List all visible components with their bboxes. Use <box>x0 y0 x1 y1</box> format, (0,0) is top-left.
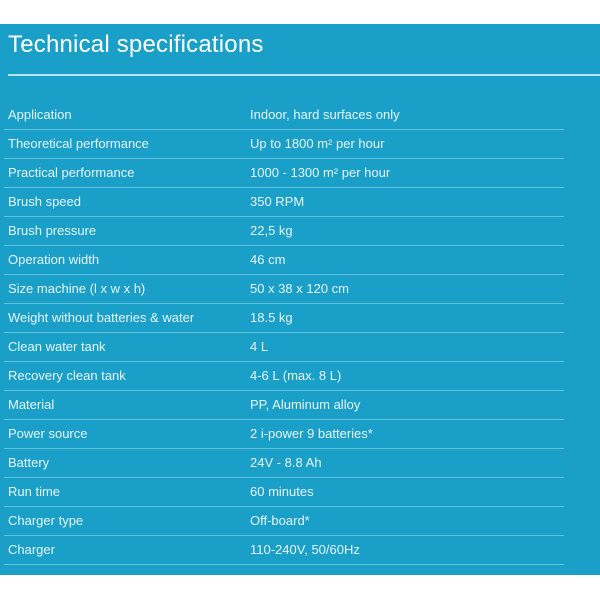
spec-value: 110-240V, 50/60Hz <box>250 542 360 557</box>
spec-row <box>4 130 564 159</box>
spec-label: Charger <box>8 542 55 557</box>
spec-row <box>4 362 564 391</box>
spec-label: Battery <box>8 455 50 470</box>
spec-value: 22,5 kg <box>250 223 293 238</box>
spec-value: 60 minutes <box>250 484 314 499</box>
spec-value: PP, Aluminum alloy <box>250 397 361 412</box>
spec-value: Off-board* <box>250 513 310 528</box>
spec-row <box>4 246 564 275</box>
technical-specifications-panel <box>0 24 600 575</box>
section-title: Technical specifications <box>8 31 264 58</box>
spec-label: Power source <box>8 426 88 441</box>
spec-row <box>4 275 564 304</box>
spec-value: 4-6 L (max. 8 L) <box>250 368 342 383</box>
spec-value: 18.5 kg <box>250 310 293 325</box>
spec-label: Run time <box>8 484 61 499</box>
spec-label: Charger type <box>8 513 84 528</box>
spec-value: 2 i-power 9 batteries* <box>250 426 373 441</box>
spec-value: Up to 1800 m² per hour <box>250 136 385 151</box>
spec-row <box>4 188 564 217</box>
spec-row <box>4 420 564 449</box>
spec-row <box>4 101 564 130</box>
spec-row <box>4 304 564 333</box>
spec-row <box>4 507 564 536</box>
spec-label: Practical performance <box>8 165 135 180</box>
spec-value: Indoor, hard surfaces only <box>250 107 400 122</box>
spec-label: Theoretical performance <box>8 136 149 151</box>
spec-value: 4 L <box>250 339 269 354</box>
spec-value: 1000 - 1300 m² per hour <box>250 165 391 180</box>
spec-value: 24V - 8.8 Ah <box>250 455 322 470</box>
spec-row <box>4 449 564 478</box>
spec-label: Application <box>8 107 72 122</box>
spec-table <box>4 101 564 565</box>
spec-row <box>4 536 564 565</box>
spec-label: Weight without batteries & water <box>8 310 195 325</box>
spec-label: Operation width <box>8 252 100 267</box>
spec-row <box>4 333 564 362</box>
spec-label: Clean water tank <box>8 339 106 354</box>
spec-label: Brush speed <box>8 194 81 209</box>
spec-label: Material <box>8 397 55 412</box>
spec-value: 350 RPM <box>250 194 305 209</box>
spec-row <box>4 217 564 246</box>
spec-row <box>4 391 564 420</box>
spec-row <box>4 478 564 507</box>
spec-label: Brush pressure <box>8 223 97 238</box>
spec-label: Size machine (l x w x h) <box>8 281 146 296</box>
spec-value: 46 cm <box>250 252 286 267</box>
spec-label: Recovery clean tank <box>8 368 126 383</box>
spec-value: 50 x 38 x 120 cm <box>250 281 349 296</box>
spec-row <box>4 159 564 188</box>
title-divider <box>8 74 600 76</box>
